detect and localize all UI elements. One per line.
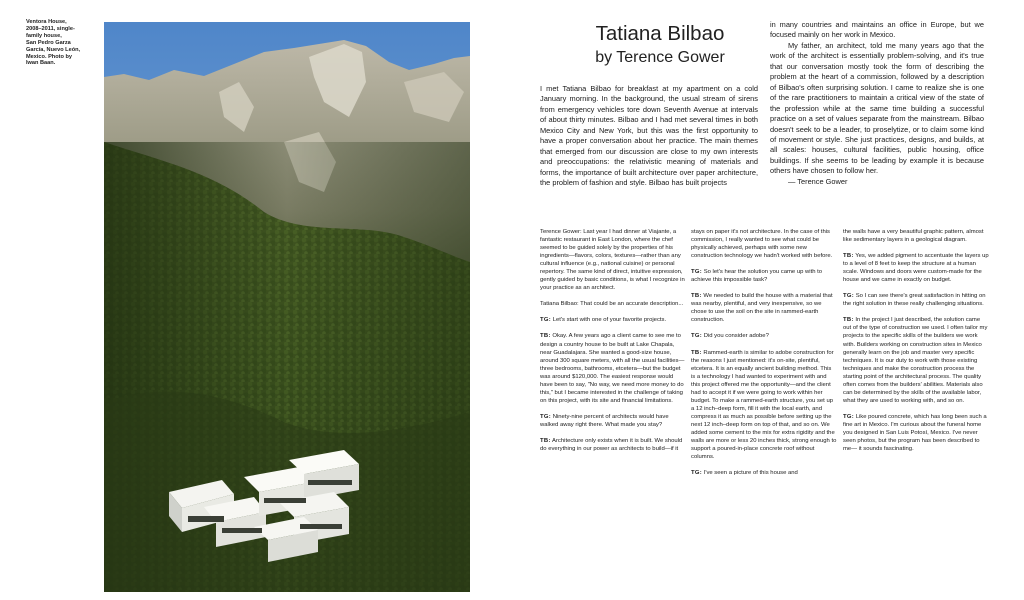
interview-paragraph: TG: So let's hear the solution you came up with to achieve this impossible task? [691,269,823,284]
interview-paragraph: TG: Let's start with one of your favorite projects. [540,317,667,324]
interview-paragraph: the walls have a very beautiful graphic pattern, almost like sedimentary layers in a geological diagram. [843,229,984,244]
intro-column-1 [540,84,758,189]
speaker-label: TG: [843,413,855,420]
speaker-label: TG: [691,269,703,276]
interview-paragraph: TB: We needed to build the house with a material that was nearby, plentiful, and very inexpensive, so we chose to use the soil on the site in rammed-earth construction. [691,293,833,324]
speaker-label: TB: [843,317,854,324]
intro-paragraph-2: My father, an architect, told me many years ago that the work of the architect is essentially problem-solving, and it's true that our conversation mostly took the form of describing the problem at the heart of a commission, followed by a description of Bilbao's often surprising solution. I came to realize she is one of the rare practitioners to maintain a critical view of the state of the profession while at the same time building a successful practice on a set of values separate from the mainstream. Bilbao doesn't seek to be a leader, to proselytize, or to claim some kind of movement or style. She just practices, designs, and builds, at all scales: houses, cultural facilities, public housing, office buildings. If she seems to be leading by example it is because others have chosen to follow her. [770,40,984,176]
interview-paragraph: TG: Like poured concrete, which has long been such a fine art in Mexico. I'm curious about the funeral home you designed in San Luis Potosí, Mexico. I've never seen photos, but the program has been described to me— it sounds fascinating. [843,413,987,453]
interview-paragraph: Terence Gower: Last year I had dinner at Viajante, a fantastic restaurant in East London, where the chef seemed to be guided solely by the properties of his ingredients—flavors, colors, textures—rather than any cultural influence (e.g., national cuisine) or personal repertory. The same kind of direct, intuitive expression, gently guided by basic conditions, is what I recognize in your practice as an architect. [540,229,685,292]
intro-signoff: — Terence Gower [788,176,848,186]
article-title: Tatiana Bilbao [595,22,725,45]
speaker-label: TG: [540,317,552,324]
speaker-label: TB: [540,333,551,340]
speaker-label: TB: [691,349,702,356]
interview-paragraph: TB: Okay. A few years ago a client came to see me to design a country house to be built at Lake Chapala, near Guadalajara. She wanted a good-size house, around 300 square meters, with all the usual facilities—three bedrooms, bathrooms, etcetera—but the budget was around $120,000. The easiest response would have been to say, "No way, we need more money to do this," but I became interested in the challenge of taking on this project, with its site and financial limitations. [540,333,685,404]
photo-caption: Ventora House, 2008–2011, single- family house, San Pedro Garza García, Nuevo León, Mexico. Photo by Iwan Baan. [26,19,81,67]
interview-paragraph: TB: Yes, we added pigment to accentuate the layers up to a level of 8 feet to keep the structure at a human scale. Windows and doors were custom-made for the house and we came in exactly on budget. [843,253,989,284]
interview-paragraph: TG: Ninety-nine percent of architects would have walked away right there. What made you stay? [540,413,669,428]
interview-paragraph: TG: Did you consider adobe? [691,333,769,340]
speaker-label: TB: [540,437,551,444]
ventora-house-photo [104,22,470,592]
speaker-label: TG: [540,413,552,420]
interview-column-2 [691,228,837,485]
speaker-label: TB: [843,253,854,260]
interview-column-1 [540,228,686,461]
interview-paragraph: Tatiana Bilbao: That could be an accurate description... [540,301,684,308]
interview-paragraph: TB: In the project I just described, the solution came out of the type of construction we used. I often tailor my projects to the specific skills of the builders we work with. Builders working on construction sites in Mexico generally learn on the job and master very specific techniques. It is our duty to work with those existing techniques and make the construction process the starting point of the architectural process. The quality often comes from the builders' abilities. Materials also can be determined by the skills of the available labor, what they are used to working with, and so on. [843,317,988,404]
interview-paragraph: TG: So I can see there's great satisfaction in hitting on the right solution in these really challenging situations. [843,293,986,308]
speaker-label: TG: [691,470,703,477]
interview-paragraph: TB: Architecture only exists when it is built. We should do everything in our power as architects to build—if it [540,437,683,453]
intro-column-2 [770,20,984,187]
intro-paragraph-1-continued: in many countries and maintains an office in Europe, but we focused mainly on her work in Mexico. [770,20,984,40]
article-title-block [560,22,760,69]
intro-paragraph-1: I met Tatiana Bilbao for breakfast at my apartment on a cold January morning. In the background, the usual stream of sirens from emergency vehicles tore down Seventh Avenue at intervals of about thirty minutes. Bilbao and I had met several times in both Mexico City and New York, but this was the first opportunity to have a proper conversation about her practice. The main themes that emerged from our discussion are close to my own interests and preoccupations: the relativistic meaning of materials and forms, the importance of built architecture over paper architecture, the problem of fashion and style. Bilbao has built projects [540,84,758,188]
speaker-label: TG: [691,333,703,340]
article-byline: by Terence Gower [595,49,725,66]
interview-column-3 [843,228,989,461]
interview-paragraph: TG: I've seen a picture of this house and [691,470,798,477]
speaker-label: TB: [691,293,702,300]
interview-paragraph: TB: Rammed-earth is similar to adobe construction for the reasons I just mentioned: it's on-site, plentiful, etcetera. It is an equally ancient building method. This is a technology I had wanted to experiment with and this project offered me the opportunity—and the client had to accept it if we were going to work within her budget. To make a rammed-earth structure, you set up a 12 inch–deep form, fill it with the local earth, and compress it as much as possible before setting up the next 12 inch–deep form on top of that, and so on. We added some cement to the mix for extra rigidity and the walls are more or less 20 inches thick, strong enough to support a poured-in-place concrete roof without columns. [691,349,837,461]
speaker-label: TG: [843,293,855,300]
interview-paragraph: stays on paper it's not architecture. In the case of this commission, I really wanted to see what could be physically achieved, perhaps with some new construction technology we hadn't worked with before. [691,229,833,260]
